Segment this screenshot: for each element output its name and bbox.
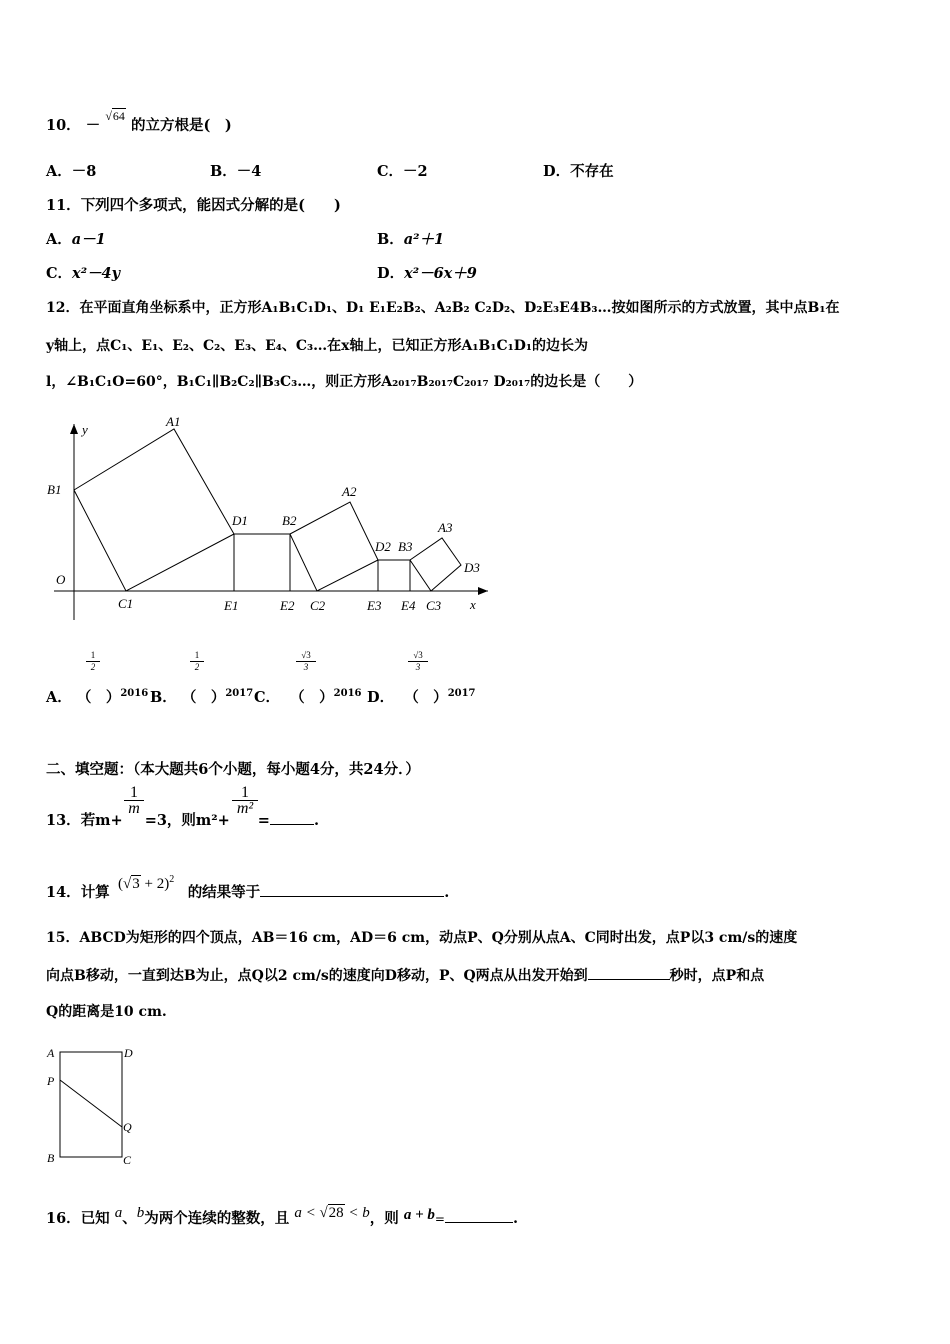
label-a2: A2 [342,484,357,499]
q10-option-d[interactable] [543,162,614,182]
q12-option-c[interactable] [254,684,362,708]
question-text: ABCD为矩形的四个顶点，AB＝16 cm，AD＝6 cm，动点P、Q分别从点A、C同时出发，点P以3 cm/s的速度 [79,930,798,946]
q15-line1 [46,928,797,948]
question-number: 13． [46,812,81,829]
square-3 [410,538,461,591]
question-number: 14． [46,884,81,901]
option-paren: （ ） [181,689,226,706]
radicand: 28 [328,1205,344,1221]
option-label: B． [377,231,404,248]
q13-fraction-2: $\frac{1}{\text{m²}}$ [232,786,258,817]
option-label: C． [254,689,281,706]
option-label: D． [543,163,571,180]
option-value: x²－6x＋9 [404,265,477,282]
radicand: 3 [132,876,140,892]
square-d1e1e2b2 [234,534,290,591]
q13-stem [46,810,319,831]
q16-answer-blank[interactable] [445,1208,513,1223]
q12-option-b[interactable] [150,684,253,708]
var-a: a [114,1205,123,1221]
label-d: D [124,1046,133,1060]
y-arrow-icon [70,424,78,434]
q15-line2 [46,965,764,986]
q15-rectangle-figure [44,1040,144,1175]
question-text: 下列四个多项式，能因式分解的是( ) [80,197,341,214]
label-d2: D2 [375,539,391,554]
q15-line3: Q的距离是10 cm. [46,1004,167,1020]
q11-stem [46,196,341,216]
q16-text-4: = [434,1212,445,1226]
q15-answer-blank[interactable] [588,965,670,980]
q13-answer-blank[interactable] [270,810,314,825]
label-c1: C1 [118,596,134,611]
square-d2e3e4b3 [378,560,410,591]
expression-rest: + 2) [140,876,170,892]
q11-option-c[interactable] [46,264,120,284]
q16-text-1: 已知 [80,1210,110,1227]
option-label: D． [367,689,395,706]
option-exponent: 2017 [447,688,476,699]
label-e2: E2 [280,598,295,613]
var-b: b [136,1205,145,1221]
segment-pq [60,1080,122,1127]
option-label: C． [377,163,404,180]
question-number: 10． [46,117,81,134]
label-a1: A1 [166,414,181,429]
q10-option-c[interactable] [377,162,428,182]
section-2-title: 二、填空题：（本大题共6个小题，每小题4分，共24分．） [46,761,420,778]
q11-option-a[interactable] [46,230,106,250]
q12-option-a-fraction: $\frac{1}{2}$ [86,650,100,673]
option-paren: （ ） [404,689,448,706]
q13-fraction-1: $\frac{1}{m}$ [124,786,144,817]
label-b2: B2 [282,513,297,528]
label-e4: E4 [401,598,416,613]
option-paren: （ ） [76,689,121,706]
q12-line3: l，∠B₁C₁O=60°，B₁C₁∥B₂C₂∥B₃C₃…，则正方形A₂₀₁₇B₂₀₁₇C₂₀₁₇ D₂₀₁₇的边长是（ ） [46,374,643,390]
option-label: A． [46,231,72,248]
square-1 [74,429,234,591]
rectangle-abcd [60,1052,122,1157]
q14-text-3: . [444,884,450,901]
option-value: a－1 [71,231,106,248]
q14-expression: $(√3 + 2)^2$ [118,874,175,892]
q10-option-b[interactable] [210,162,261,182]
question-number: 11． [46,197,81,214]
q12-line1 [46,298,840,318]
label-c: C [123,1153,132,1167]
q12-option-a[interactable] [46,684,148,708]
q14-stem [46,882,449,903]
label-c3: C3 [426,598,442,613]
option-label: C． [46,265,73,282]
x-arrow-icon [478,587,488,595]
label-q: Q [123,1120,132,1134]
option-exponent: 2016 [333,688,362,699]
label-e1: E1 [224,598,239,613]
label-a: A [47,1046,55,1060]
q14-text-2: 的结果等于 [187,884,261,901]
label-d3: D3 [464,560,480,575]
label-b1: B1 [47,482,62,497]
q13-text-2: =3，则m²+ [144,812,230,829]
q14-text-1: 计算 [80,884,110,901]
option-label: B． [150,689,177,706]
q12-option-d[interactable] [367,684,476,708]
question-text: 在平面直角坐标系中，正方形A₁B₁C₁D₁、D₁ E₁E₂B₂、A₂B₂ C₂D₂、D₂E₃E4B₃…按如图所示的方式放置，其中点B₁在 [79,300,840,316]
q12-line2: y轴上，点C₁、E₁、E₂、C₂、E₃、E₄、C₃…在x轴上，已知正方形A₁B₁C₁D₁的边长为 [46,338,589,354]
q16-text-5: . [512,1210,519,1227]
minus-sign: － [85,117,101,134]
q11-option-d[interactable] [377,264,477,284]
separator: 、 [122,1210,137,1227]
q13-text-4: . [313,812,319,829]
q16-text-3: ，则 [369,1210,399,1227]
label-y: y [82,422,88,437]
label-b: B [47,1151,55,1165]
option-exponent: 2016 [120,688,149,699]
option-value: 不存在 [570,163,614,180]
label-x: x [470,597,476,612]
q16-stem [46,1205,519,1229]
q15-text-2b: 秒时，点P和点 [669,968,765,984]
square-2 [290,502,378,591]
q12-option-d-fraction: $\frac{√3}{3}$ [408,650,428,673]
option-value: x²－4y [72,265,121,282]
q12-option-c-fraction: $\frac{√3}{3}$ [296,650,316,673]
label-p: P [47,1074,55,1088]
exponent: 2 [169,874,175,885]
q16-text-2: 为两个连续的整数，且 [144,1210,290,1227]
q11-option-b[interactable] [377,230,444,250]
option-value: －8 [71,163,97,180]
option-label: B． [210,163,237,180]
label-b3: B3 [398,539,413,554]
option-label: A． [46,163,72,180]
q14-answer-blank[interactable] [260,882,444,897]
label-o: O [56,572,66,587]
label-d1: D1 [232,513,248,528]
label-c2: C2 [310,598,326,613]
q13-text-1: 若m+ [80,812,123,829]
q12-option-b-fraction: $\frac{1}{2}$ [190,650,204,673]
label-a3: A3 [438,520,453,535]
option-value: －4 [236,163,262,180]
option-value: －2 [403,163,428,180]
q13-text-3: = [257,812,270,829]
sum-expression: a + b [403,1207,435,1223]
q10-option-a[interactable] [46,162,96,182]
radicand: 64 [112,109,125,123]
question-number: 12． [46,300,80,316]
label-e3: E3 [367,598,382,613]
option-value: a²＋1 [403,231,445,248]
sqrt-expression: √64 [105,109,125,123]
q12-squares-figure [44,412,494,627]
inequality: a < √28 < b [294,1205,370,1221]
option-label: D． [377,265,405,282]
question-text: 的立方根是( ) [130,117,232,134]
question-number: 16． [46,1210,81,1227]
option-label: A． [46,689,72,706]
option-paren: （ ） [290,689,334,706]
option-exponent: 2017 [225,688,254,699]
question-number: 15． [46,930,80,946]
q10-stem [46,109,232,136]
q15-text-2a: 向点B移动，一直到达B为止，点Q以2 cm/s的速度向D移动，P、Q两点从出发开始到 [46,968,588,984]
